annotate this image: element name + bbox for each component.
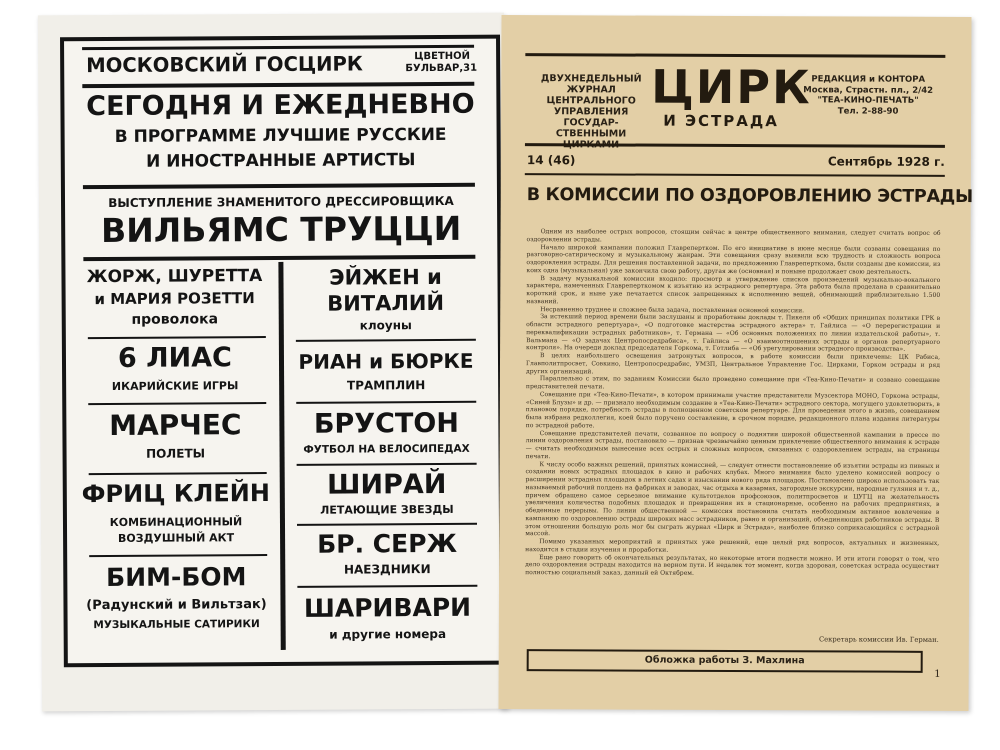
masthead-right-line: "ТЕА-КИНО-ПЕЧАТЬ" (817, 95, 919, 106)
poster-rule (297, 463, 477, 466)
poster-rule (82, 82, 474, 88)
poster-rule (89, 554, 267, 557)
poster-address-2: БУЛЬВАР,31 (405, 62, 478, 75)
magazine-subtitle: И ЭСТРАДА (663, 111, 779, 131)
act-rian-name: РИАН и БЮРКЕ (298, 348, 474, 374)
masthead-right-line: РЕДАКЦИЯ и КОНТОРА (811, 74, 926, 85)
poster-rule (88, 402, 266, 405)
act-shirai-name: ШИРАЙ (327, 468, 447, 501)
act-lias-desc: ИКАРИЙСКИЕ ИГРЫ (111, 379, 239, 393)
article-signature: Секретарь комиссии Ив. Герман. (818, 635, 939, 644)
masthead-rule (525, 173, 945, 177)
cover-credit-box: Обложка работы З. Махлина (527, 649, 923, 673)
act-shirai-desc: ЛЕТАЮЩИЕ ЗВЕЗДЫ (320, 502, 454, 517)
poster-rule (297, 523, 477, 526)
issue-number: 14 (46) (526, 153, 576, 168)
masthead-left-line: ЖУРНАЛ ЦЕНТРАЛЬНОГО (546, 84, 636, 107)
issue-date: Сентябрь 1928 г. (827, 154, 945, 169)
act-lias-name: 6 ЛИАС (117, 342, 233, 374)
act-marches-name: МАРЧЕС (109, 408, 242, 443)
act-bruston-desc: ФУТБОЛ НА ВЕЛОСИПЕДАХ (303, 442, 470, 456)
act-serzh-name: БР. СЕРЖ (317, 528, 458, 559)
left-page (38, 13, 508, 712)
masthead-left-block (529, 73, 653, 151)
masthead-left-line: УПРАВЛЕНИЯ ГОСУДАР- (553, 106, 629, 129)
act-bruston-name: БРУСТОН (313, 407, 459, 440)
article-paragraph: Помимо указанных мероприятий и принятых уже решений, еще целый ряд вопросов, актуальных и жизненных, находится в стадии изучения и проработки. (525, 538, 940, 554)
circus-poster (60, 35, 504, 668)
poster-rule (83, 255, 475, 261)
poster-address-1: ЦВЕТНОЙ (414, 50, 471, 63)
poster-subline-2: И ИНОСТРАННЫЕ АРТИСТЫ (145, 150, 416, 172)
magazine-title: ЦИРК (651, 59, 812, 115)
article-paragraph: Еще рано говорить об окончательных результатах, но некоторые итоги подвести можно. И эти итоги говорят о том, что дело оздоровления эстрады находится на верном пути. И недалек тот момент, когда здоровая, советская эстрада осуществит полностью социальный заказ, данный ей Октябрем. (525, 553, 940, 577)
poster-rule (296, 339, 476, 342)
poster-rule (89, 472, 267, 475)
masthead-right-line: Москва, Страстн. пл., 2/42 (803, 84, 934, 96)
act-klein-desc-2: ВОЗДУШНЫЙ АКТ (117, 531, 235, 545)
article-paragraph: В целях наибольшего освещения затронутых вопросов, в работе комиссии были привлечены: ЦК Рабиса, Главполитпросвет, Совкино, Центропосредрабис, УМЗП, Центральное Управление Гос. Цирками, Горком эстрады и ряд других организаций. (525, 352, 941, 375)
article-paragraph: Совещание при «Теа-Кино-Печати», в котором принимали участие представители Музсектора МОНО, Горкома эстрады, «Синей Блузы» и др. — признало необходимым создание в «Теа-Кино-Печати» эстрадного сектора, могущего удовлетворить, в плановом порядке, потребность эстрады в полноценном советском репертуаре. Для проведения этого в жизнь, совещанием была избрана редколлегия, коей было поручено составление, в срочном порядке, редакционного плана издания литературы по эстрадной работе. (525, 390, 940, 430)
act-eizhen-desc: клоуны (359, 318, 412, 333)
masthead-left-line: СТВЕННЫМИ (555, 128, 627, 140)
article-paragraph: Совещание представителей печати, созванное по вопросу о поднятии широкой общественной кампании в прессе по линии оздоровления эстрады, постановило — признав чрезвычайно ценным привлечение общественного внимания к эстраде — считать необходимым вынесение всех острых и сложных вопросов, связанных с оздоровлением эстрады, на страницы печати. (525, 429, 940, 460)
masthead-left-line: ДВУХНЕДЕЛЬНЫЙ (540, 73, 642, 85)
act-zhorzh-line1: ЖОРЖ, ШУРЕТТА (86, 266, 263, 288)
article-paragraph: Параллельно с этим, по заданиям Комиссии было проведено совещание при «Теа-Кино-Печати» и созвано совещание представителей печати. (525, 375, 940, 391)
masthead-right-block (793, 74, 943, 117)
act-klein-name: ФРИЦ КЛЕЙН (81, 479, 270, 509)
act-zhorzh-desc: проволока (131, 311, 219, 328)
act-eizhen-line2: ВИТАЛИЙ (327, 290, 445, 316)
act-serzh-desc: НАЕЗДНИКИ (343, 562, 431, 577)
poster-subline-1: В ПРОГРАММЕ ЛУЧШИЕ РУССКИЕ (114, 124, 447, 147)
poster-rule (88, 336, 266, 339)
act-rian-desc: ТРАМПЛИН (346, 378, 426, 393)
act-bimbom-line2: (Радунский и Вильтзак) (86, 597, 267, 614)
poster-rule (83, 183, 475, 189)
article-paragraph: В задачу музыкальной комиссии входило: просмотр и утверждение списков произведений музыкально-вокального характера, намеченных Главреперткомом к изъятию из эстрадного репертуара. Эта работа была проделана в сравнительно короткий срок, и ныне уже печатается список запрещенных к исполнению вещей, обнимающий приблизительно 1.500 названий. (526, 274, 941, 305)
article-paragraph: Начало широкой кампании положил Главрепертком. По его инициативе в июне месяце были созваны совещания по разговорно-сатирическому и музыкальному жанрам. Эти совещания сразу выявили всю трудность и сложность вопроса оздоровления эстрады. Для решения поставленной задачи, по предложению Главреперткома, были созданы две комиссии, из коих одна (музыкальная) уже закончила свою работу, другая же (основная) и поныне продолжает свою деятельность. (526, 243, 941, 276)
act-sharivari-name: ШАРИВАРИ (303, 592, 472, 623)
poster-title: МОСКОВСКИЙ ГОСЦИРК (86, 51, 363, 78)
article-body (525, 228, 941, 635)
right-page (498, 15, 971, 711)
poster-rule (297, 585, 477, 588)
article-paragraph: Несравненно труднее и сложнее была задача, поставленная основной комиссии. (540, 305, 805, 314)
act-eizhen-line1: ЭЙЖЕН и (329, 264, 442, 290)
poster-column-divider (278, 262, 285, 650)
poster-feature-name: ВИЛЬЯМС ТРУЦЦИ (100, 208, 462, 251)
act-bimbom-name: БИМ-БОМ (106, 562, 247, 593)
article-paragraph: Одним из наиболее острых вопросов, стоящим сейчас в центре общественного внимания, следует считать вопрос об оздоровлении эстрады. (526, 228, 941, 244)
article-paragraph: К числу особо важных решений, принятых комиссией, — следует отнести постановление об изъятии эстрады из пивных и создании новых эстрадных площадок в кино и рабочих клубах. Много внимания было уделено комиссией вопросу о расширении эстрадных площадок в летних садах и изыскании нового ряда площадок. Постановлено широко использовать так называемый рабочий полдень на фабриках и заводах, час отдыха в казармах, загородные экскурсии, народные гуляния и т. д., причем обращено самое серьезное внимание культотделов профсоюзов, политпросветов и ЦУГЦ на желательность увеличения количества подобных площадок и превращения их в стационарные, особенно на рабочих предприятиях, в обеденные перерывы. По линии общественной — комиссия постановила считать необходимым активное вовлечение в кампанию по оздоровлению эстрады широких масс эстрадников, равно и организаций, объединяющих работников эстрады. В этом отношении большую роль мог бы сыграть журнал «Цирк и Эстрада», наиболее близко соприкасающийся с эстрадной массой. (525, 460, 940, 538)
act-klein-desc-1: КОМБИНАЦИОННЫЙ (109, 515, 243, 529)
poster-top-rule (82, 45, 474, 50)
poster-rule (296, 401, 476, 404)
article-paragraph: За истекший период времени были заслушаны и проработаны доклады т. Пикеля об «Общих принципах политики ГРК в области эстрадного репертуара», «О подготовке мастерства эстрадного актера» т. Гайлиса — «О перерегистрации и переквалификации эстрадных работников», т. Германа — «Об основных положениях по линии издательской работы», т. Вальмана — «О задачах Центропосредрабиса», т. Гайлиса — «О взаимоотношениях эстрады и органов репертуарного контроля». На очереди доклад председателя Горкома, т. Готлиба — «Об урегулировании эстрадного производства». (526, 313, 941, 353)
poster-feature-intro: ВЫСТУПЛЕНИЕ ЗНАМЕНИТОГО ДРЕССИРОВЩИКА (108, 193, 454, 211)
masthead-top-rule (525, 53, 945, 58)
page-number: 1 (934, 668, 941, 680)
act-bimbom-desc: МУЗЫКАЛЬНЫЕ САТИРИКИ (93, 618, 260, 632)
poster-headline: СЕГОДНЯ И ЕЖЕДНЕВНО (86, 88, 475, 123)
act-zhorzh-line2: и МАРИЯ РОЗЕТТИ (94, 289, 255, 309)
masthead-right-line: Тел. 2-88-90 (837, 105, 899, 117)
article-title: В КОМИССИИ ПО ОЗДОРОВЛЕНИЮ ЭСТРАДЫ (526, 185, 973, 208)
act-sharivari-desc: и другие номера (329, 626, 447, 642)
act-marches-desc: ПОЛЕТЫ (145, 446, 206, 461)
